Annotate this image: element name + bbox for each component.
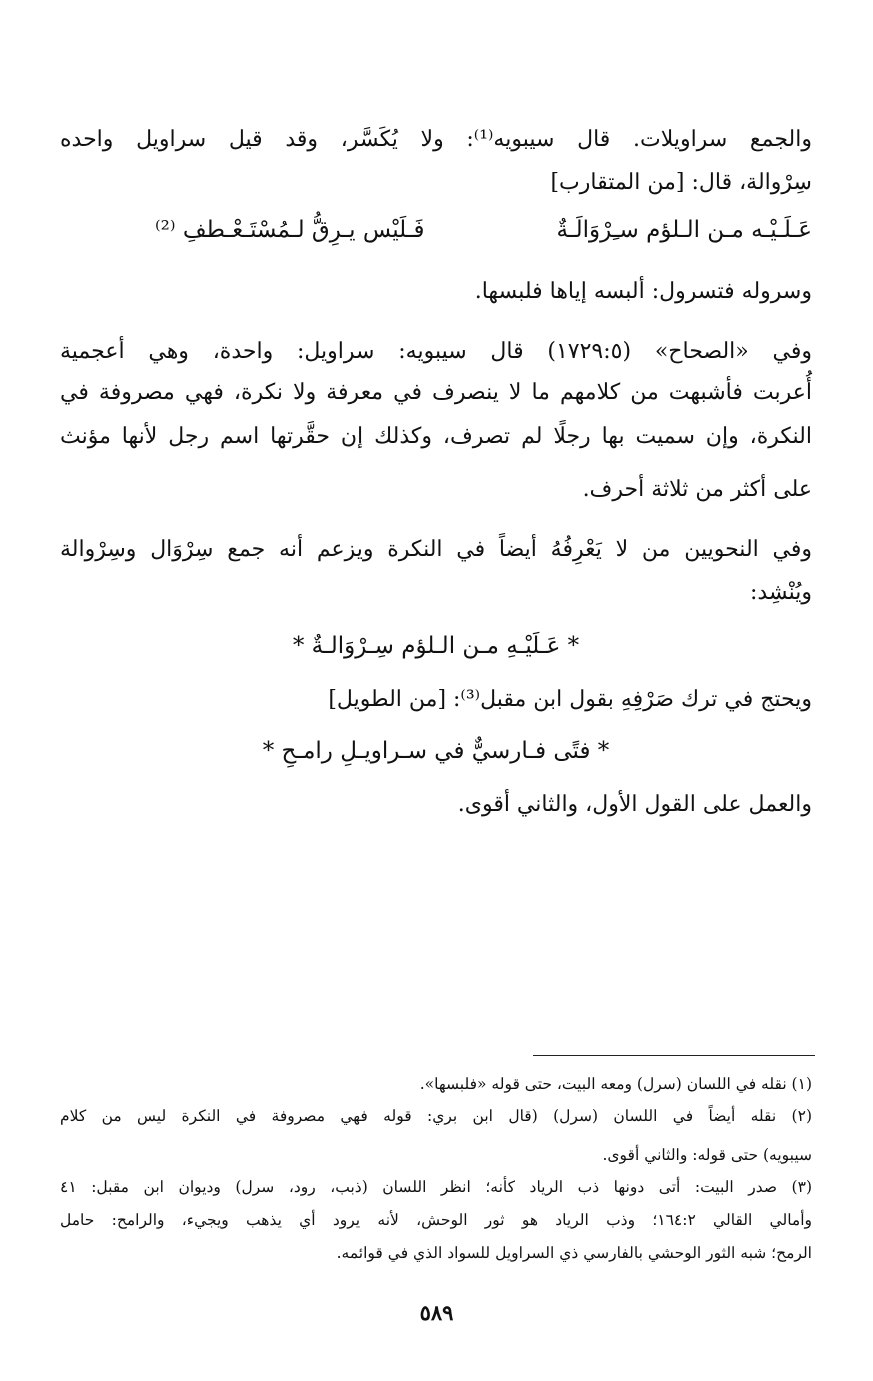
paragraph-6: والعمل على القول الأول، والثاني أقوى. — [457, 792, 812, 817]
page-number: ٥٨٩ — [419, 1300, 454, 1325]
footnote-1: (١) نقله في اللسان (سرل) ومعه البيت، حتى قوله «فلبسها». — [419, 1075, 812, 1093]
paragraph-4-line-2: ويُنْشِد: — [750, 580, 812, 605]
footnote-separator — [533, 1055, 815, 1056]
paragraph-1-line-2: سِرْوالة، قال: [من المتقارب] — [550, 170, 812, 195]
paragraph-3-line-3: النكرة، وإن سميت بها رجلًا لم تصرف، وكذلك إن حقَّرتها اسم رجل لأنها مؤنث — [60, 424, 812, 449]
verse-1-first-hemistich: عَـلَـيْـه مـن الـلؤم سـِرْوَالَـةٌ — [556, 217, 812, 243]
paragraph-4-line-1: وفي النحويين من لا يَعْرِفُهُ أيضاً في النكرة ويزعم أنه جمع سِرْوَال وسِرْوالة — [60, 537, 812, 562]
footnote-2-line-2: سيبويه) حتى قوله: والثاني أقوى. — [602, 1146, 812, 1164]
verse-1 — [60, 214, 812, 246]
verse-1-second-hemistich: فَـلَيْس يـرِقُّ لـمُسْتَـعْـطفِ ⁽²⁾ — [155, 217, 425, 243]
paragraph-5: ويحتج في ترك صَرْفِهِ بقول ابن مقبل⁽³⁾: [من الطويل] — [328, 687, 812, 712]
paragraph-2: وسروله فتسرول: ألبسه إياها فلبسها. — [474, 279, 812, 304]
paragraph-1-line-1: والجمع سراويلات. قال سيبويه⁽¹⁾: ولا يُكَسَّر، وقد قيل سراويل واحده — [60, 127, 812, 152]
verse-2: * عَـلَيْـهِ مـن الـلؤم سِـرْوَالـةٌ * — [292, 633, 580, 659]
footnote-3-line-3: الرمح؛ شبه الثور الوحشي بالفارسي ذي السراويل للسواد الذي في قوائمه. — [336, 1244, 812, 1262]
verse-3: * فتًى فـارسيٌّ في سـراويـلِ رامـحِ * — [262, 738, 610, 764]
paragraph-3-line-2: أُعربت فأشبهت من كلامهم ما لا ينصرف في معرفة ولا نكرة، فهي مصروفة في — [60, 380, 812, 405]
paragraph-3-line-1: وفي «الصحاح» (١٧٢٩:٥) قال سيبويه: سراويل: واحدة، وهي أعجمية — [60, 339, 813, 364]
footnote-3-line-2: وأمالي القالي ١٦٤:٢؛ وذب الرياد هو ثور الوحش، لأنه يرود أي يذهب ويجيء، والرامح: حامل — [60, 1211, 813, 1229]
footnote-3-line-1: (٣) صدر البيت: أتى دونها ذب الرياد كأنه؛ انظر اللسان (ذبب، رود، سرل) وديوان ابن مقبل: ٤١ — [60, 1178, 812, 1196]
footnote-2-line-1: (٢) نقله أيضاً في اللسان (سرل) (قال ابن بري: قوله فهي مصروفة في النكرة ليس من كلام — [60, 1107, 812, 1125]
paragraph-3-line-4: على أكثر من ثلاثة أحرف. — [582, 477, 812, 502]
